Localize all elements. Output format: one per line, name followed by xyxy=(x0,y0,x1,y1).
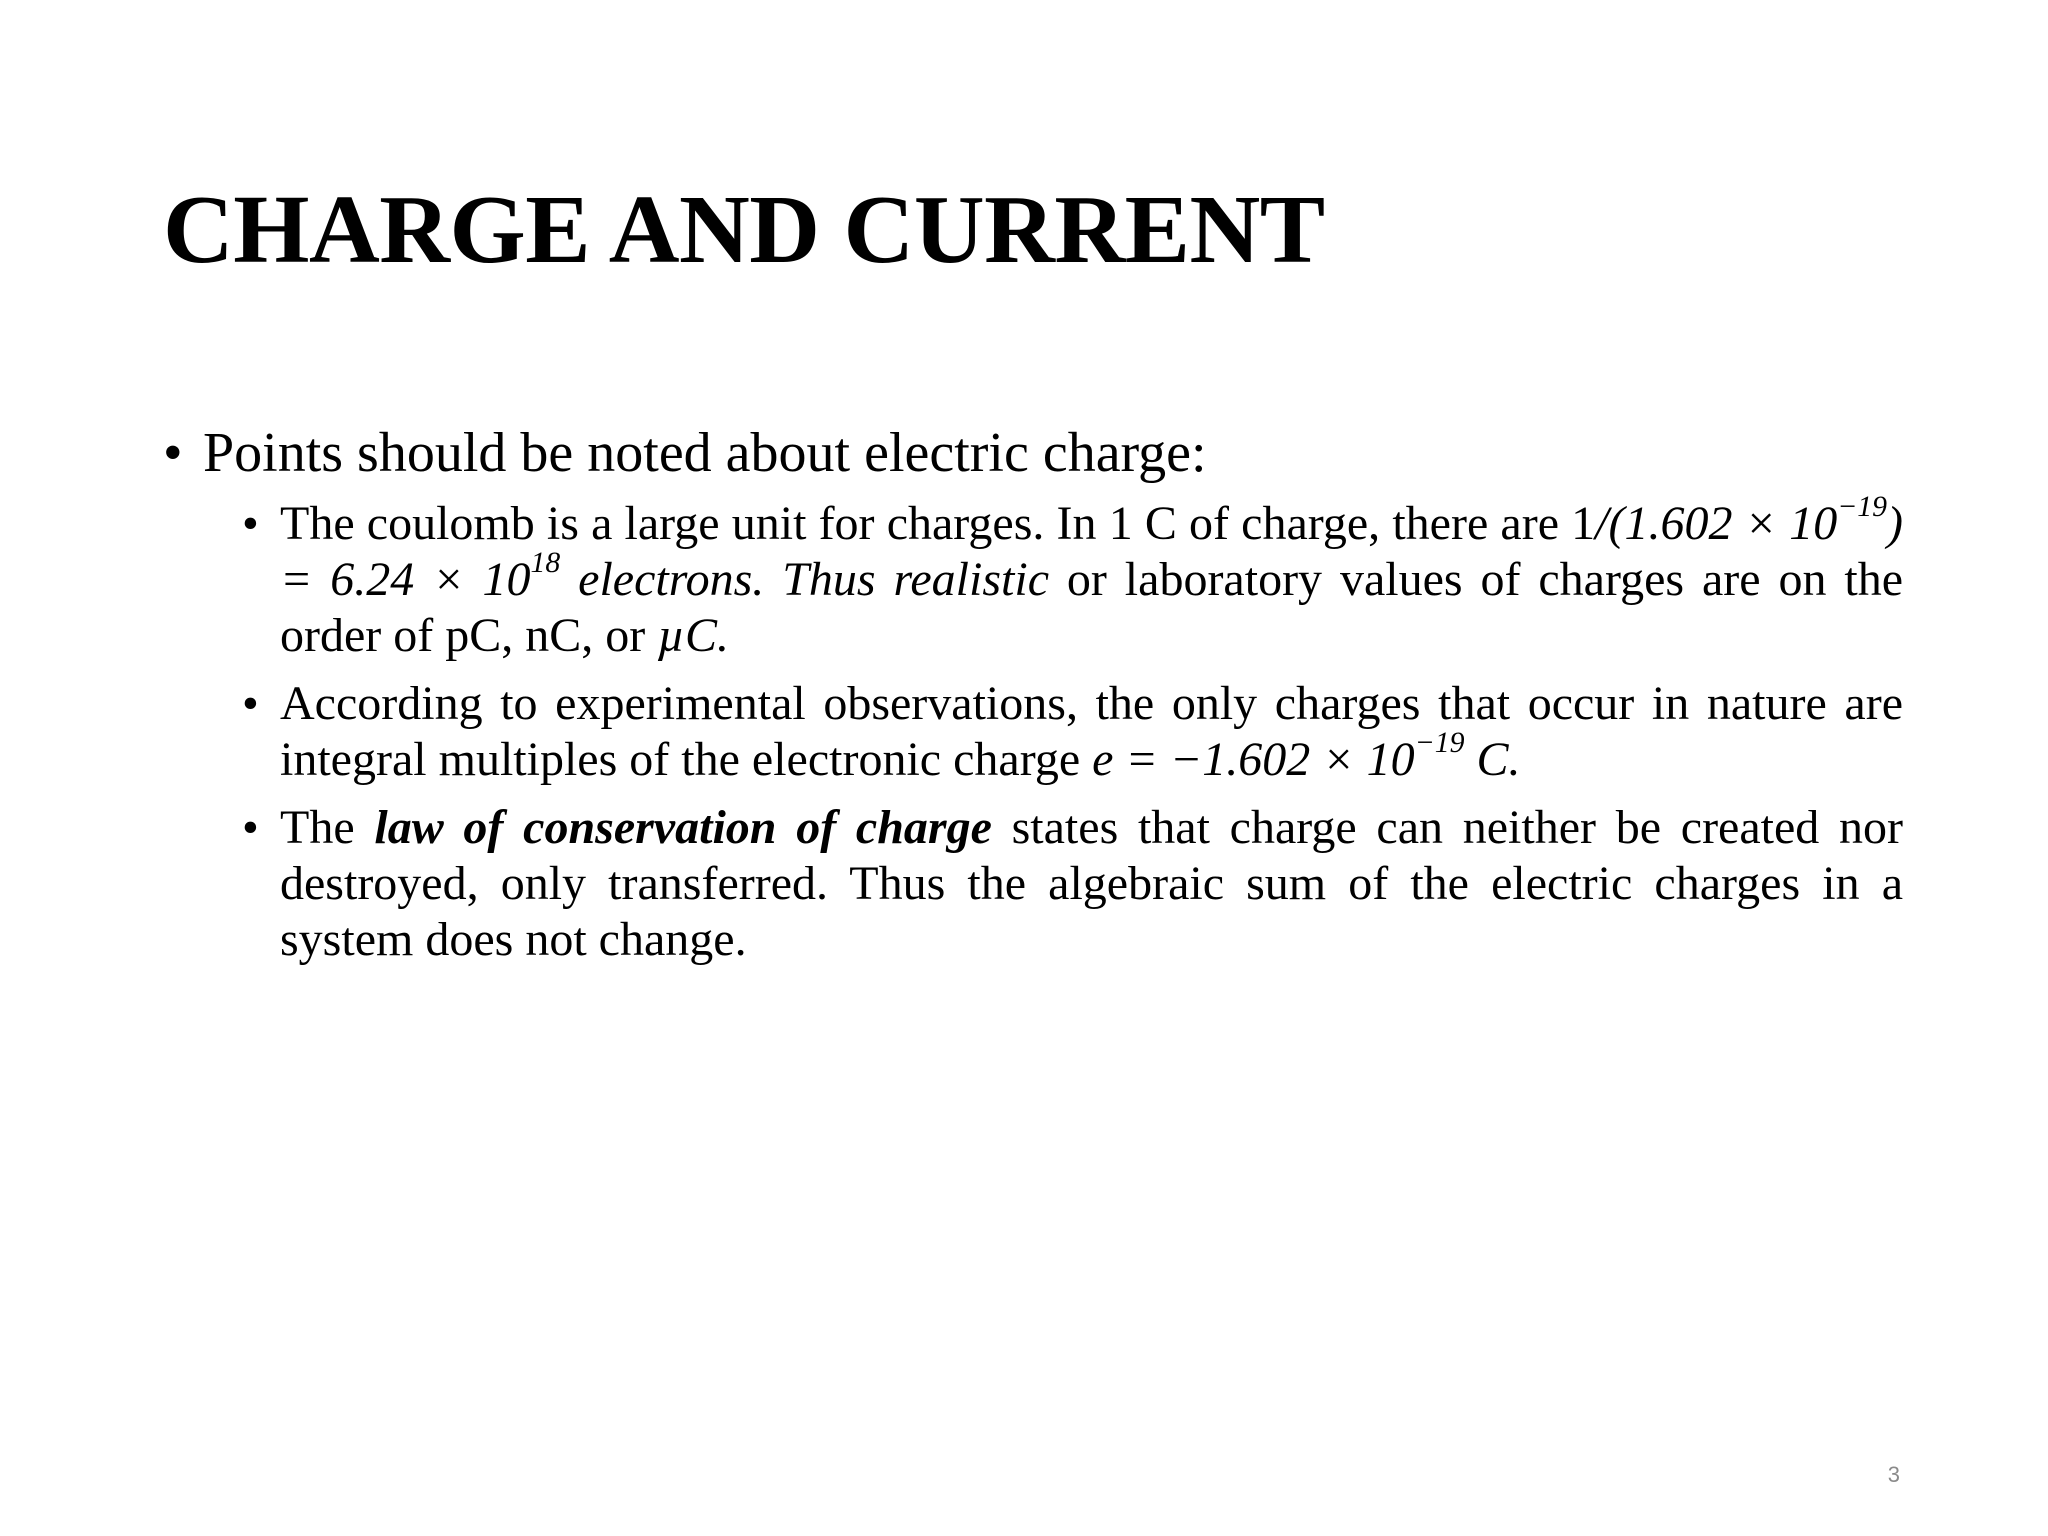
sub-point-text: The coulomb is a large unit for charges. In 1 C of charge, there are 1 xyxy=(280,497,1596,550)
sub-point-coulomb xyxy=(242,489,1904,664)
bullet-icon: • xyxy=(163,422,183,484)
bullet-icon: • xyxy=(242,677,259,730)
superscript: 18 xyxy=(530,545,561,579)
key-term: law of conservation of charge xyxy=(374,801,992,854)
slide-content xyxy=(163,418,1903,980)
main-point-text: Points should be noted about electric charge: xyxy=(203,422,1207,484)
sub-point-formula: C. xyxy=(1464,733,1521,786)
sub-point-formula: electrons. Thus realistic xyxy=(560,553,1050,606)
sub-point-text: The xyxy=(280,801,375,854)
sub-point-text: states that charge can neither be created nor destroyed, only transferred. Thus the algebraic sum of the electric charges in a system does not change. xyxy=(280,801,1904,966)
page-number: 3 xyxy=(1887,1462,1900,1487)
sub-point-conservation xyxy=(242,800,1904,968)
sub-bullet-list xyxy=(163,489,1904,968)
sub-point-formula: ) = 6.24 × 10 xyxy=(280,497,1904,606)
superscript: −19 xyxy=(1414,725,1465,759)
sub-point-text: According to experimental observations, the only charges that occur in nature are integral multiples of the electronic charge xyxy=(280,677,1903,786)
sub-point-formula: µC. xyxy=(657,609,729,662)
main-bullet-point xyxy=(163,418,1903,488)
bullet-icon: • xyxy=(242,497,259,550)
sub-point-text: or laboratory values of charges are on the order of pC, nC, or xyxy=(280,553,1904,662)
superscript: −19 xyxy=(1837,489,1888,523)
sub-point-formula: e = −1.602 × 10 xyxy=(1092,733,1415,786)
slide-title: CHARGE AND CURRENT xyxy=(163,176,1325,284)
sub-point-quantization xyxy=(242,676,1903,788)
bullet-icon: • xyxy=(242,801,259,854)
sub-point-formula: /(1.602 × 10 xyxy=(1595,497,1838,550)
